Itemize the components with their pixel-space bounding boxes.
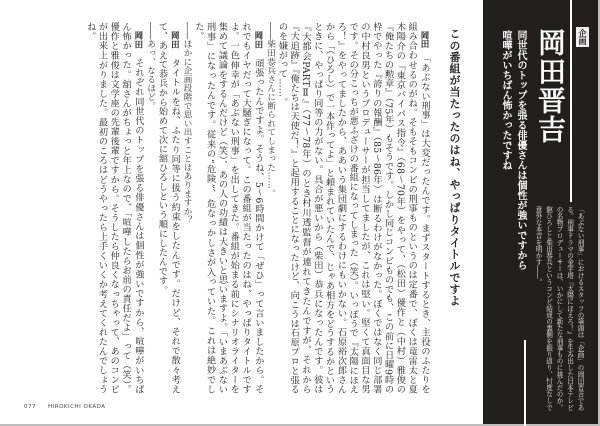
- running-title: HIROKICHI OKADA: [48, 404, 106, 410]
- lead-text: 「あぶない刑事」におけるスタッフの筆頭は「企画」の岡田晋吉である。刑事ドラマの金字塔『太陽にほえろ！』を生み出した日本テレビの名物プロデューサーは、いかにして新たな刑事ものに挑んだのか。舘ひろしと柴田恭兵というコンビ結成の裏側を振り返り、忖度なしで意外な本音を明かす――。: [534, 206, 584, 411]
- interview-answer: [276, 22, 430, 394]
- speaker-label: 岡田: [419, 31, 429, 49]
- interview-answer: [156, 22, 181, 394]
- paragraph-text: タイトルをね、ふたり同等に扱う約束をしたんです。だけど、それで散々考えて、あえて恭兵から始めて次に舘ひろしという順にしたんです。: [156, 22, 181, 394]
- paragraph-text: ――あっ、なるほど。: [145, 22, 156, 110]
- interview-answer: [84, 22, 144, 394]
- article-body: [26, 22, 430, 394]
- divider-line: [570, 0, 572, 202]
- interview-question: [180, 22, 192, 394]
- paragraph-text: それぞれ同世代のトップを張る俳優さんは個性が強いですから、喧嘩がいちばん怖かった。舘さんがちょっと年上なので、「喧嘩したらお前の責任だよ」って（笑）。優作と雅俊は文学座の先輩後輩ですから。そうしたら仲良くなっちゃって、あのコンビが出来上がりました。最初のころはどうやったら上手くいくか考えてくれたんでしょうね。: [84, 22, 144, 394]
- category-tag: 企画: [578, 29, 587, 45]
- speaker-label: 岡田: [169, 31, 180, 49]
- speaker-label: 岡田: [252, 31, 263, 49]
- paragraph-text: ――柴田恭兵さんに断られてしまった……。: [265, 22, 276, 198]
- divider-line: [524, 340, 526, 426]
- headline-line: 喧嘩がいちばん怖かったですね: [500, 30, 511, 170]
- interview-answer: [192, 22, 264, 394]
- paragraph-text: 「あぶない刑事」は大変だったんです。まずスタートするとき、主役のふたりを組み合わせるのがね。そもそもコンビの刑事ものというのは定番で、ぼくは竜雷太と夏木陽介の『東京バイパス指令』（68〜70年）をやって、（松田）優作と（中村）雅俊の『俺たちの勲章』（75年）もそうです。しかし同じコンビものでも、この前に日曜9時の枠でやった『誇りの報酬』（85〜86年）は断るわけがなかった。ぼくではなく同じ部署の中村良男というプロデューサーが担当してましたが、これは堅い。堅くて真面目な男です。その分こっちが悪ふざけの番組になってしまった（笑）。いっぽうで『太陽にほえろ！』をやってましたから、ああいう集団劇にするわけにもいかない。石原裕次郎さんから「（ひろし）で一本作ってよ」と頼まれていたんで、じゃあ相方をどうするかというときに、やっぱり同等の力がない。具合が悪いから（柴田）恭兵になったんです。彼は『大都会PARTⅡ』（77〜78年）のとき村川透監督が連れてきたんですが、それから『大追跡』『俺たちは天使だ！』と起用することになったけど、向こうは石原プロと張るのを嫌がって……。: [276, 22, 430, 394]
- page-footer: [24, 404, 118, 410]
- interview-question: [264, 22, 276, 394]
- headline: [496, 30, 528, 270]
- paragraph-text: 頑張ったんですよ。そうね、5〜6時間かけて「ぜひ」って言いましたから。それでもイヤだって大騒ぎになって。この番組が当たったのはね、やっぱりタイトルですよ。一色伸幸が「あぶない刑事」を出してきた。番組が始まる前にシナリオライターを集めて議論をするんだけど（笑）、あの人の功績は大きいと思いますよ。「いまあぶない刑事」になったんです。従来の“危険”、危なっかしさが入っていた。これは絶妙でした。: [192, 22, 264, 394]
- interview-question: [144, 22, 156, 394]
- page-number: 077: [24, 404, 36, 410]
- interviewee-name: 岡田晋吉: [534, 28, 567, 144]
- pull-quote: この番組が当たったのはね、やっぱりタイトルですよ: [448, 28, 461, 307]
- speaker-label: 岡田: [132, 31, 143, 49]
- headline-line: 同世代のトップを張る俳優さんは個性が強いですから: [515, 30, 526, 270]
- paragraph-text: ――ほかに企画段階で思い出すことはありますか？: [182, 22, 193, 225]
